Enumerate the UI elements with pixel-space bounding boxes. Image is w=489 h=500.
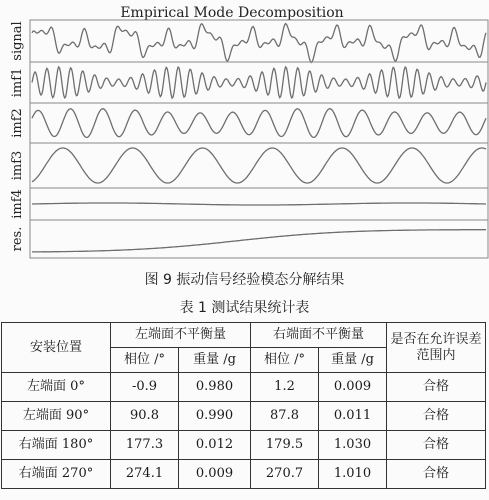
header-right-unbalance: 右端面不平衡量	[251, 323, 387, 348]
row-label-residual: res.	[10, 226, 25, 252]
row-label-signal: signal	[10, 21, 25, 61]
figure-title: Empirical Mode Decomposition	[120, 5, 344, 21]
trace-residual	[32, 230, 486, 252]
figure-caption: 图 9 振动信号经验模态分解结果	[144, 272, 345, 288]
table-header-row	[2, 323, 486, 348]
subheader-weight-right: 重量 /g	[319, 348, 387, 373]
cell-weight-left: 0.012	[179, 431, 251, 460]
cell-weight-right: 0.009	[319, 373, 387, 402]
subheader-weight-left: 重量 /g	[179, 348, 251, 373]
cell-position: 右端面 270°	[2, 460, 111, 489]
cell-phase-right: 87.8	[251, 402, 319, 431]
trace-imf3	[32, 148, 486, 183]
cell-phase-right: 179.5	[251, 431, 319, 460]
table-row	[2, 402, 486, 431]
panel-frame-imf4	[30, 188, 488, 220]
cell-phase-right: 1.2	[251, 373, 319, 402]
trace-imf4	[32, 203, 486, 205]
header-left-unbalance: 左端面不平衡量	[111, 323, 251, 348]
trace-signal	[32, 24, 486, 63]
trace-imf2	[32, 109, 486, 138]
table-row	[2, 431, 486, 460]
cell-phase-left: 90.8	[111, 402, 179, 431]
cell-position: 左端面 0°	[2, 373, 111, 402]
table-row	[2, 373, 486, 402]
row-label-imf1: imf1	[10, 67, 25, 98]
cell-phase-left: 177.3	[111, 431, 179, 460]
cell-weight-right: 1.030	[319, 431, 387, 460]
panel-frame-imf3	[30, 143, 488, 188]
subheader-phase-left: 相位 /°	[111, 348, 179, 373]
cell-allowed: 合格	[387, 431, 486, 460]
row-label-imf2: imf2	[10, 108, 25, 138]
cell-weight-left: 0.980	[179, 373, 251, 402]
cell-phase-right: 270.7	[251, 460, 319, 489]
row-label-imf3: imf3	[10, 150, 25, 181]
cell-position: 右端面 180°	[2, 431, 111, 460]
cell-allowed: 合格	[387, 402, 486, 431]
cell-weight-left: 0.990	[179, 402, 251, 431]
row-label-imf4: imf4	[10, 189, 25, 219]
cell-allowed: 合格	[387, 373, 486, 402]
table-caption: 表 1 测试结果统计表	[179, 300, 310, 316]
results-table	[1, 322, 486, 489]
header-install-position: 安装位置	[2, 323, 111, 373]
cell-weight-left: 0.009	[179, 460, 251, 489]
cell-weight-right: 0.011	[319, 402, 387, 431]
cell-position: 左端面 90°	[2, 402, 111, 431]
header-within-tolerance: 是否在允许误差范围内	[387, 323, 486, 373]
cell-weight-right: 1.010	[319, 460, 387, 489]
cell-phase-left: -0.9	[111, 373, 179, 402]
emd-panels	[10, 20, 488, 258]
table-row	[2, 460, 486, 489]
cell-allowed: 合格	[387, 460, 486, 489]
trace-imf1	[32, 67, 486, 98]
cell-phase-left: 274.1	[111, 460, 179, 489]
subheader-phase-right: 相位 /°	[251, 348, 319, 373]
